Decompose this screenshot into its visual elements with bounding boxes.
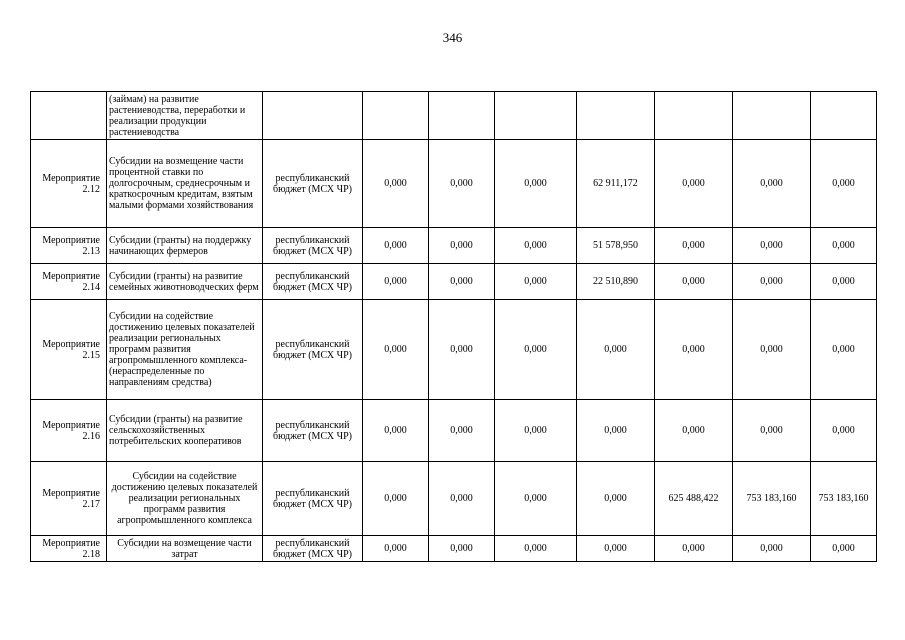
funding-source-cell: республиканский бюджет (МСХ ЧР) bbox=[263, 140, 363, 228]
measure-code-cell: Мероприятие 2.15 bbox=[31, 300, 107, 400]
measure-code-cell: Мероприятие 2.13 bbox=[31, 228, 107, 264]
value-cell: 0,000 bbox=[363, 462, 429, 536]
value-cell bbox=[495, 92, 577, 140]
table-row bbox=[31, 462, 877, 536]
value-cell: 0,000 bbox=[811, 300, 877, 400]
value-cell: 0,000 bbox=[811, 228, 877, 264]
measure-code-cell: Мероприятие 2.14 bbox=[31, 264, 107, 300]
value-cell: 0,000 bbox=[363, 400, 429, 462]
measure-name-cell: Субсидии (гранты) на поддержку начинающих фермеров bbox=[107, 228, 263, 264]
value-cell: 0,000 bbox=[363, 264, 429, 300]
value-cell: 0,000 bbox=[495, 228, 577, 264]
table-row bbox=[31, 92, 877, 140]
value-cell: 62 911,172 bbox=[577, 140, 655, 228]
value-cell: 0,000 bbox=[495, 400, 577, 462]
measure-name-cell: Субсидии (гранты) на развитие сельскохозяйственных потребительских кооперативов bbox=[107, 400, 263, 462]
table-row bbox=[31, 400, 877, 462]
value-cell: 0,000 bbox=[363, 140, 429, 228]
measure-name-cell: Субсидии на возмещение части процентной ставки по долгосрочным, среднесрочным и краткосрочным кредитам, взятым малыми формами хозяйствования bbox=[107, 140, 263, 228]
measure-code-cell: Мероприятие 2.16 bbox=[31, 400, 107, 462]
value-cell: 0,000 bbox=[429, 462, 495, 536]
value-cell: 0,000 bbox=[655, 228, 733, 264]
value-cell bbox=[363, 92, 429, 140]
value-cell: 0,000 bbox=[495, 536, 577, 562]
value-cell: 0,000 bbox=[733, 300, 811, 400]
value-cell: 0,000 bbox=[811, 264, 877, 300]
value-cell: 0,000 bbox=[733, 228, 811, 264]
value-cell: 0,000 bbox=[363, 228, 429, 264]
measure-code-cell: Мероприятие 2.17 bbox=[31, 462, 107, 536]
value-cell: 0,000 bbox=[811, 400, 877, 462]
table-row bbox=[31, 536, 877, 562]
funding-source-cell: республиканский бюджет (МСХ ЧР) bbox=[263, 536, 363, 562]
value-cell: 0,000 bbox=[429, 536, 495, 562]
value-cell bbox=[811, 92, 877, 140]
funding-source-cell: республиканский бюджет (МСХ ЧР) bbox=[263, 300, 363, 400]
page-number: 346 bbox=[442, 30, 463, 45]
measure-code-cell: Мероприятие 2.18 bbox=[31, 536, 107, 562]
value-cell bbox=[733, 92, 811, 140]
value-cell: 0,000 bbox=[655, 264, 733, 300]
budget-table bbox=[30, 91, 877, 562]
value-cell: 0,000 bbox=[733, 400, 811, 462]
measure-name-cell: Субсидии (гранты) на развитие семейных животноводческих ферм bbox=[107, 264, 263, 300]
value-cell bbox=[429, 92, 495, 140]
value-cell: 0,000 bbox=[733, 264, 811, 300]
table-row bbox=[31, 300, 877, 400]
table-row bbox=[31, 264, 877, 300]
table-row bbox=[31, 140, 877, 228]
value-cell: 0,000 bbox=[655, 300, 733, 400]
funding-source-cell: республиканский бюджет (МСХ ЧР) bbox=[263, 400, 363, 462]
value-cell: 0,000 bbox=[495, 300, 577, 400]
measure-code-cell bbox=[31, 92, 107, 140]
funding-source-cell bbox=[263, 92, 363, 140]
value-cell: 0,000 bbox=[429, 140, 495, 228]
value-cell: 753 183,160 bbox=[811, 462, 877, 536]
value-cell: 0,000 bbox=[655, 140, 733, 228]
table-row bbox=[31, 228, 877, 264]
value-cell: 51 578,950 bbox=[577, 228, 655, 264]
value-cell bbox=[577, 92, 655, 140]
value-cell: 0,000 bbox=[577, 536, 655, 562]
value-cell: 0,000 bbox=[363, 300, 429, 400]
funding-source-cell: республиканский бюджет (МСХ ЧР) bbox=[263, 462, 363, 536]
value-cell: 22 510,890 bbox=[577, 264, 655, 300]
value-cell: 0,000 bbox=[495, 264, 577, 300]
funding-source-cell: республиканский бюджет (МСХ ЧР) bbox=[263, 264, 363, 300]
value-cell: 0,000 bbox=[577, 300, 655, 400]
value-cell bbox=[655, 92, 733, 140]
value-cell: 0,000 bbox=[811, 140, 877, 228]
value-cell: 753 183,160 bbox=[733, 462, 811, 536]
value-cell: 0,000 bbox=[655, 400, 733, 462]
measure-code-cell: Мероприятие 2.12 bbox=[31, 140, 107, 228]
value-cell: 0,000 bbox=[363, 536, 429, 562]
value-cell: 0,000 bbox=[495, 462, 577, 536]
value-cell: 0,000 bbox=[429, 264, 495, 300]
value-cell: 0,000 bbox=[655, 536, 733, 562]
measure-name-cell: (займам) на развитие растениеводства, переработки и реализации продукции растениеводства bbox=[107, 92, 263, 140]
funding-source-cell: республиканский бюджет (МСХ ЧР) bbox=[263, 228, 363, 264]
value-cell: 0,000 bbox=[811, 536, 877, 562]
value-cell: 0,000 bbox=[733, 536, 811, 562]
value-cell: 0,000 bbox=[429, 228, 495, 264]
measure-name-cell: Субсидии на содействие достижению целевых показателей реализации региональных программ развития агропромышленного комплекса- (нераспределенные по направлениям средства) bbox=[107, 300, 263, 400]
measure-name-cell: Субсидии на возмещение части затрат bbox=[107, 536, 263, 562]
value-cell: 0,000 bbox=[495, 140, 577, 228]
value-cell: 0,000 bbox=[733, 140, 811, 228]
value-cell: 0,000 bbox=[577, 462, 655, 536]
measure-name-cell: Субсидии на содействие достижению целевых показателей реализации региональных программ развития агропромышленного комплекса bbox=[107, 462, 263, 536]
value-cell: 0,000 bbox=[577, 400, 655, 462]
value-cell: 0,000 bbox=[429, 400, 495, 462]
value-cell: 625 488,422 bbox=[655, 462, 733, 536]
value-cell: 0,000 bbox=[429, 300, 495, 400]
